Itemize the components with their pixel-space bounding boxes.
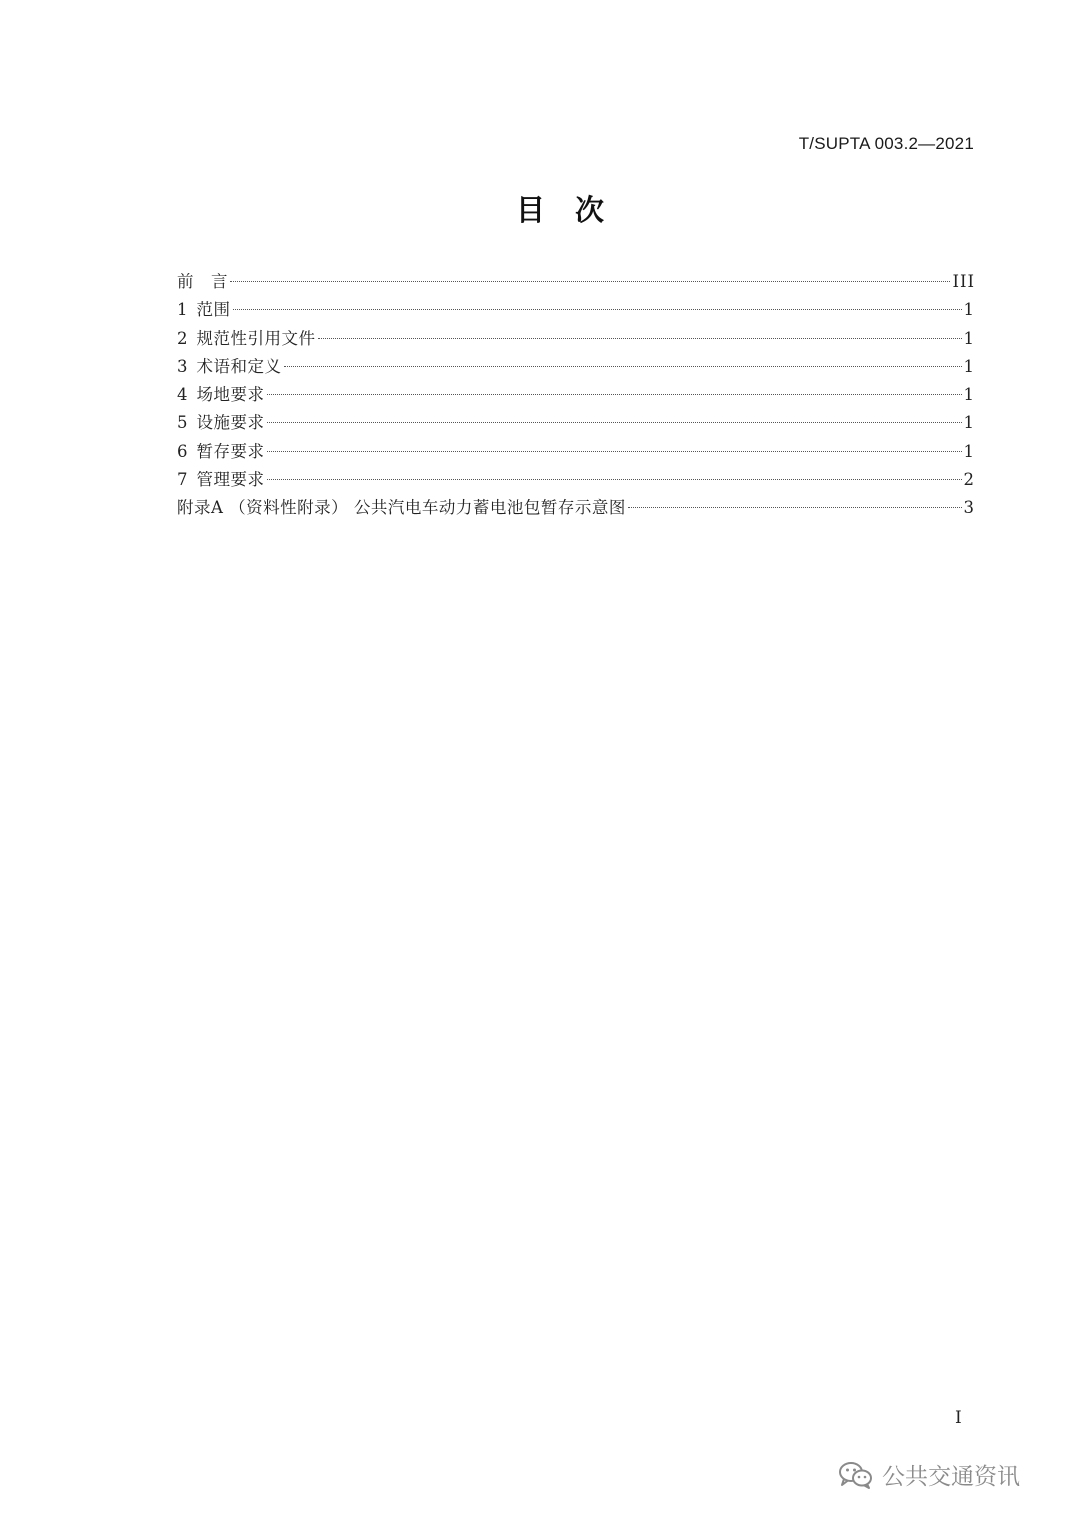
toc-entry-label: 规范性引用文件 [196,328,316,348]
toc-entry-page: 2 [963,470,975,490]
toc-entry-appendix-a[interactable] [177,494,975,522]
toc-entry-label: 场地要求 [196,385,265,405]
toc-entry-label: 前 言 [177,272,228,291]
wechat-icon [838,1460,874,1490]
toc-entry-number: 4 [177,385,188,405]
toc-entry-label: 暂存要求 [196,441,265,461]
toc-entry-number: 7 [177,470,188,490]
toc-entry-number: 1 [177,300,188,320]
dot-leader [267,451,962,452]
dot-leader [318,338,962,339]
toc-entry-page: III [952,272,975,291]
toc-entry-storage-requirements[interactable] [177,438,975,466]
toc-entry-page: 3 [963,498,975,518]
page-number: I [955,1408,962,1428]
table-of-contents [177,268,975,523]
dot-leader [267,394,962,395]
dot-leader [267,479,962,480]
toc-entry-foreword[interactable] [177,268,975,296]
watermark [838,1458,1020,1491]
toc-entry-site-requirements[interactable] [177,381,975,409]
toc-entry-label: 附录A （资料性附录） 公共汽电车动力蓄电池包暂存示意图 [177,498,626,518]
toc-entry-label: 管理要求 [196,470,265,490]
toc-entry-number: 2 [177,328,188,348]
toc-entry-label: 范围 [196,300,231,320]
watermark-text: 公共交通资讯 [882,1464,1020,1490]
dot-leader [284,366,962,367]
document-code: T/SUPTA 003.2—2021 [798,134,974,153]
toc-title: 目次 [515,193,634,227]
toc-entry-page: 1 [963,356,975,376]
toc-entry-page: 1 [963,300,975,320]
toc-entry-page: 1 [963,413,975,433]
toc-entry-number: 5 [177,413,188,433]
toc-entry-terms-definitions[interactable] [177,353,975,381]
dot-leader [233,309,962,310]
toc-entry-page: 1 [963,385,975,405]
dot-leader [628,507,962,508]
toc-entry-number: 3 [177,356,188,376]
toc-entry-scope[interactable] [177,296,975,324]
toc-entry-number: 6 [177,441,188,461]
dot-leader [267,422,962,423]
toc-entry-label: 设施要求 [196,413,265,433]
toc-entry-page: 1 [963,328,975,348]
toc-entry-page: 1 [963,441,975,461]
toc-entry-facility-requirements[interactable] [177,409,975,437]
toc-entry-label: 术语和定义 [196,356,282,376]
toc-entry-normative-references[interactable] [177,325,975,353]
toc-entry-management-requirements[interactable] [177,466,975,494]
dot-leader [230,281,950,282]
